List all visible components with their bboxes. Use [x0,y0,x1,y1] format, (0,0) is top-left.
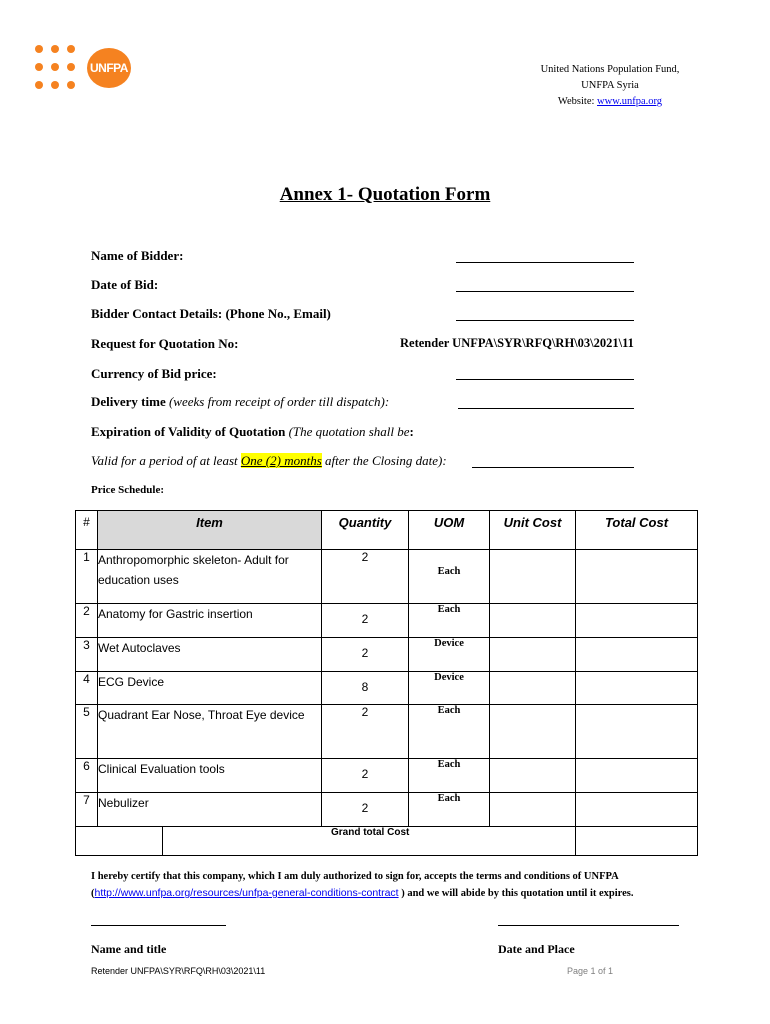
website-link[interactable]: www.unfpa.org [597,96,663,107]
row-unit-cost[interactable] [490,672,576,705]
table-row [76,550,698,604]
bidder-name-label: Name of Bidder: [91,248,184,263]
header-quantity: Quantity [322,511,409,550]
price-schedule-label: Price Schedule: [91,484,165,496]
row-total-cost[interactable] [576,759,698,793]
row-total-cost[interactable] [576,638,698,672]
expiry-label: Expiration of Validity of Quotation (The quotation shall be: [91,424,414,439]
row-uom: Each [409,705,490,759]
bidder-name-line [456,262,634,263]
row-uom: Each [409,604,490,638]
validity-statement: Valid for a period of at least One (2) months after the Closing date): [91,453,447,468]
row-unit-cost[interactable] [490,759,576,793]
row-total-cost[interactable] [576,705,698,759]
row-total-cost[interactable] [576,604,698,638]
header-uom: UOM [409,511,490,550]
date-place-line [498,925,679,926]
conditions-link[interactable]: http://www.unfpa.org/resources/unfpa-general-conditions-contract [94,887,399,899]
page-title: Annex 1- Quotation Form [279,184,491,205]
row-item: Wet Autoclaves [98,638,322,672]
row-item: Anthropomorphic skeleton- Adult for education uses [98,550,322,604]
row-number: 6 [76,759,98,793]
row-item: Quadrant Ear Nose, Throat Eye device [98,705,322,759]
row-number: 2 [76,604,98,638]
validity-line [472,467,634,468]
rfq-label: Request for Quotation No: [91,336,239,351]
page-number: Page 1 of 1 [567,966,614,976]
row-quantity: 2 [322,550,409,604]
row-uom: Device [409,638,490,672]
delivery-label: Delivery time (weeks from receipt of order till dispatch): [91,394,390,409]
delivery-line [458,408,634,409]
row-uom: Each [409,759,490,793]
grand-total-row [76,827,698,856]
org-line-1: United Nations Population Fund, [540,64,680,75]
bid-date-label: Date of Bid: [91,277,159,292]
table-row [76,705,698,759]
row-unit-cost[interactable] [490,550,576,604]
table-row [76,638,698,672]
rfq-number: Retender UNFPA\SYR\RFQ\RH\03\2021\11 [400,336,634,350]
row-unit-cost[interactable] [490,604,576,638]
row-item: ECG Device [98,672,322,705]
row-number: 3 [76,638,98,672]
grand-total-blank [76,827,163,856]
currency-line [456,379,634,380]
contact-line [456,320,634,321]
row-number: 4 [76,672,98,705]
grand-total-label: Grand total Cost [163,827,576,856]
row-uom: Each [409,793,490,827]
table-row [76,604,698,638]
row-quantity: 2 [322,705,409,759]
table-row [76,759,698,793]
name-title-label: Name and title [91,942,167,956]
org-line-2: UNFPA Syria [581,80,639,91]
org-website: Website: www.unfpa.org [557,96,663,107]
currency-label: Currency of Bid price: [91,366,217,381]
footer-reference: Retender UNFPA\SYR\RFQ\RH\03\2021\11 [91,966,266,976]
row-quantity: 2 [322,604,409,638]
contact-label: Bidder Contact Details: (Phone No., Email) [91,306,331,321]
row-total-cost[interactable] [576,550,698,604]
row-total-cost[interactable] [576,793,698,827]
certification-statement: I hereby certify that this company, which I am duly authorized to sign for, accepts the terms and conditions of UNFPA (http://www.unfpa.org/resources/unfpa-general-conditions-contract ) and we will abide by this quotation until it expires. [91,871,634,899]
validity-highlight: One (2) months [240,453,322,468]
row-number: 1 [76,550,98,604]
grand-total-value[interactable] [576,827,698,856]
row-uom: Device [409,672,490,705]
row-item: Anatomy for Gastric insertion [98,604,322,638]
header-number: # [76,511,98,550]
table-row [76,793,698,827]
org-address [470,62,750,110]
logo-wordmark: UNFPA [87,48,131,88]
row-unit-cost[interactable] [490,793,576,827]
row-item: Clinical Evaluation tools [98,759,322,793]
header-total-cost: Total Cost [576,511,698,550]
header-item: Item [98,511,322,550]
unfpa-logo [35,43,135,91]
header-unit-cost: Unit Cost [490,511,576,550]
row-unit-cost[interactable] [490,638,576,672]
row-number: 5 [76,705,98,759]
row-uom: Each [409,550,490,604]
bid-date-line [456,291,634,292]
row-quantity: 2 [322,638,409,672]
price-schedule-table [75,510,698,856]
row-total-cost[interactable] [576,672,698,705]
table-row [76,672,698,705]
row-item: Nebulizer [98,793,322,827]
date-place-label: Date and Place [498,942,575,956]
name-title-line [91,925,226,926]
row-quantity: 2 [322,793,409,827]
row-unit-cost[interactable] [490,705,576,759]
row-number: 7 [76,793,98,827]
table-header-row [76,511,698,550]
row-quantity: 8 [322,672,409,705]
row-quantity: 2 [322,759,409,793]
